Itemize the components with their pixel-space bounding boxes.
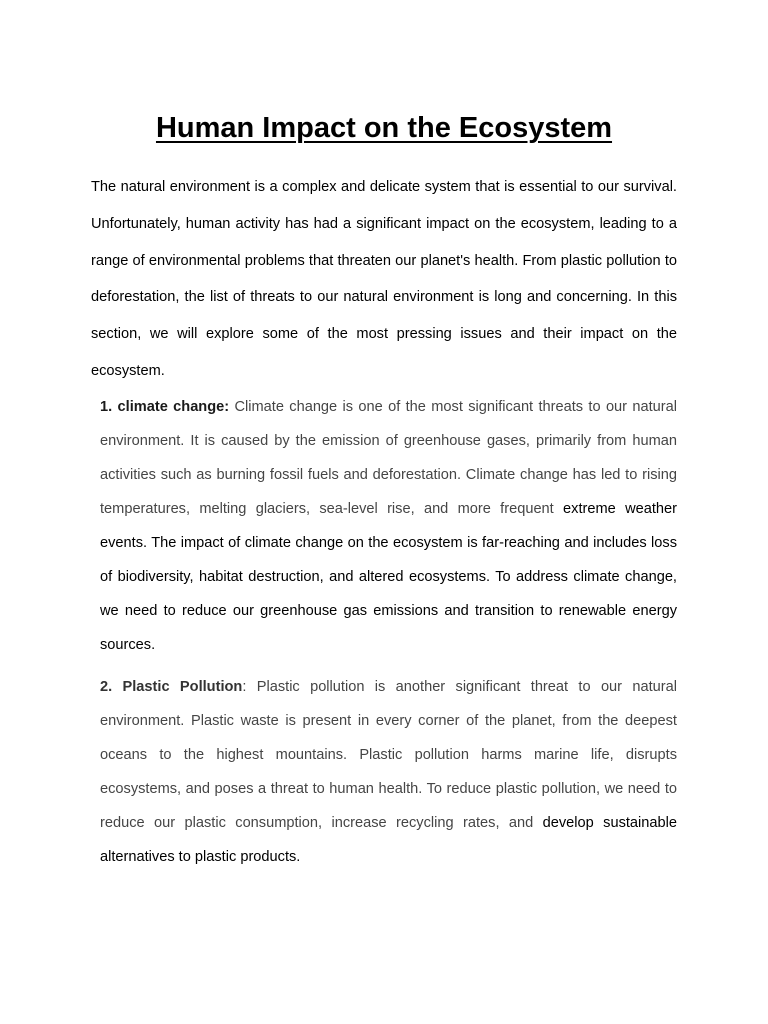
list-item-climate-change: [100, 390, 677, 662]
intro-paragraph: The natural environment is a complex and delicate system that is essential to our survival. Unfortunately, human activity has had a significant impact on the ecosystem, leading to a range of environmental problems that threaten our planet's health. From plastic pollution to deforestation, the list of threats to our natural environment is long and concerning. In this section, we will explore some of the most pressing issues and their impact on the ecosystem.: [91, 179, 677, 379]
list-item-heading: 1. climate change:: [100, 399, 230, 415]
page-title: Human Impact on the Ecosystem: [155, 112, 613, 144]
list-item-heading: 2. Plastic Pollution: [100, 679, 243, 695]
list-item-text-continued: develop sustainable alternatives to plastic products.: [100, 815, 677, 865]
list-item-text: Climate change is one of the most significant threats to our natural environment. It is caused by the emission of greenhouse gases, primarily from human activities such as burning fossil fuels and deforestation. Climate change has led to rising temperatures, melting glaciers, sea-level rise, and more frequent: [100, 399, 678, 517]
list-item-text-continued: extreme weather events. The impact of climate change on the ecosystem is far-reaching and includes loss of biodiversity, habitat destruction, and altered ecosystems. To address climate change, we need to reduce our greenhouse gas emissions and transition to renewable energy sources.: [100, 501, 677, 653]
list-item-plastic-pollution: [100, 670, 677, 874]
list-item-text: : Plastic pollution is another significant threat to our natural environment. Plastic waste is present in every corner of the planet, from the deepest oceans to the highest mountains. Plastic pollution harms marine life, disrupts ecosystems, and poses a threat to human health. To reduce plastic pollution, we need to reduce our plastic consumption, increase recycling rates, and: [100, 679, 678, 831]
